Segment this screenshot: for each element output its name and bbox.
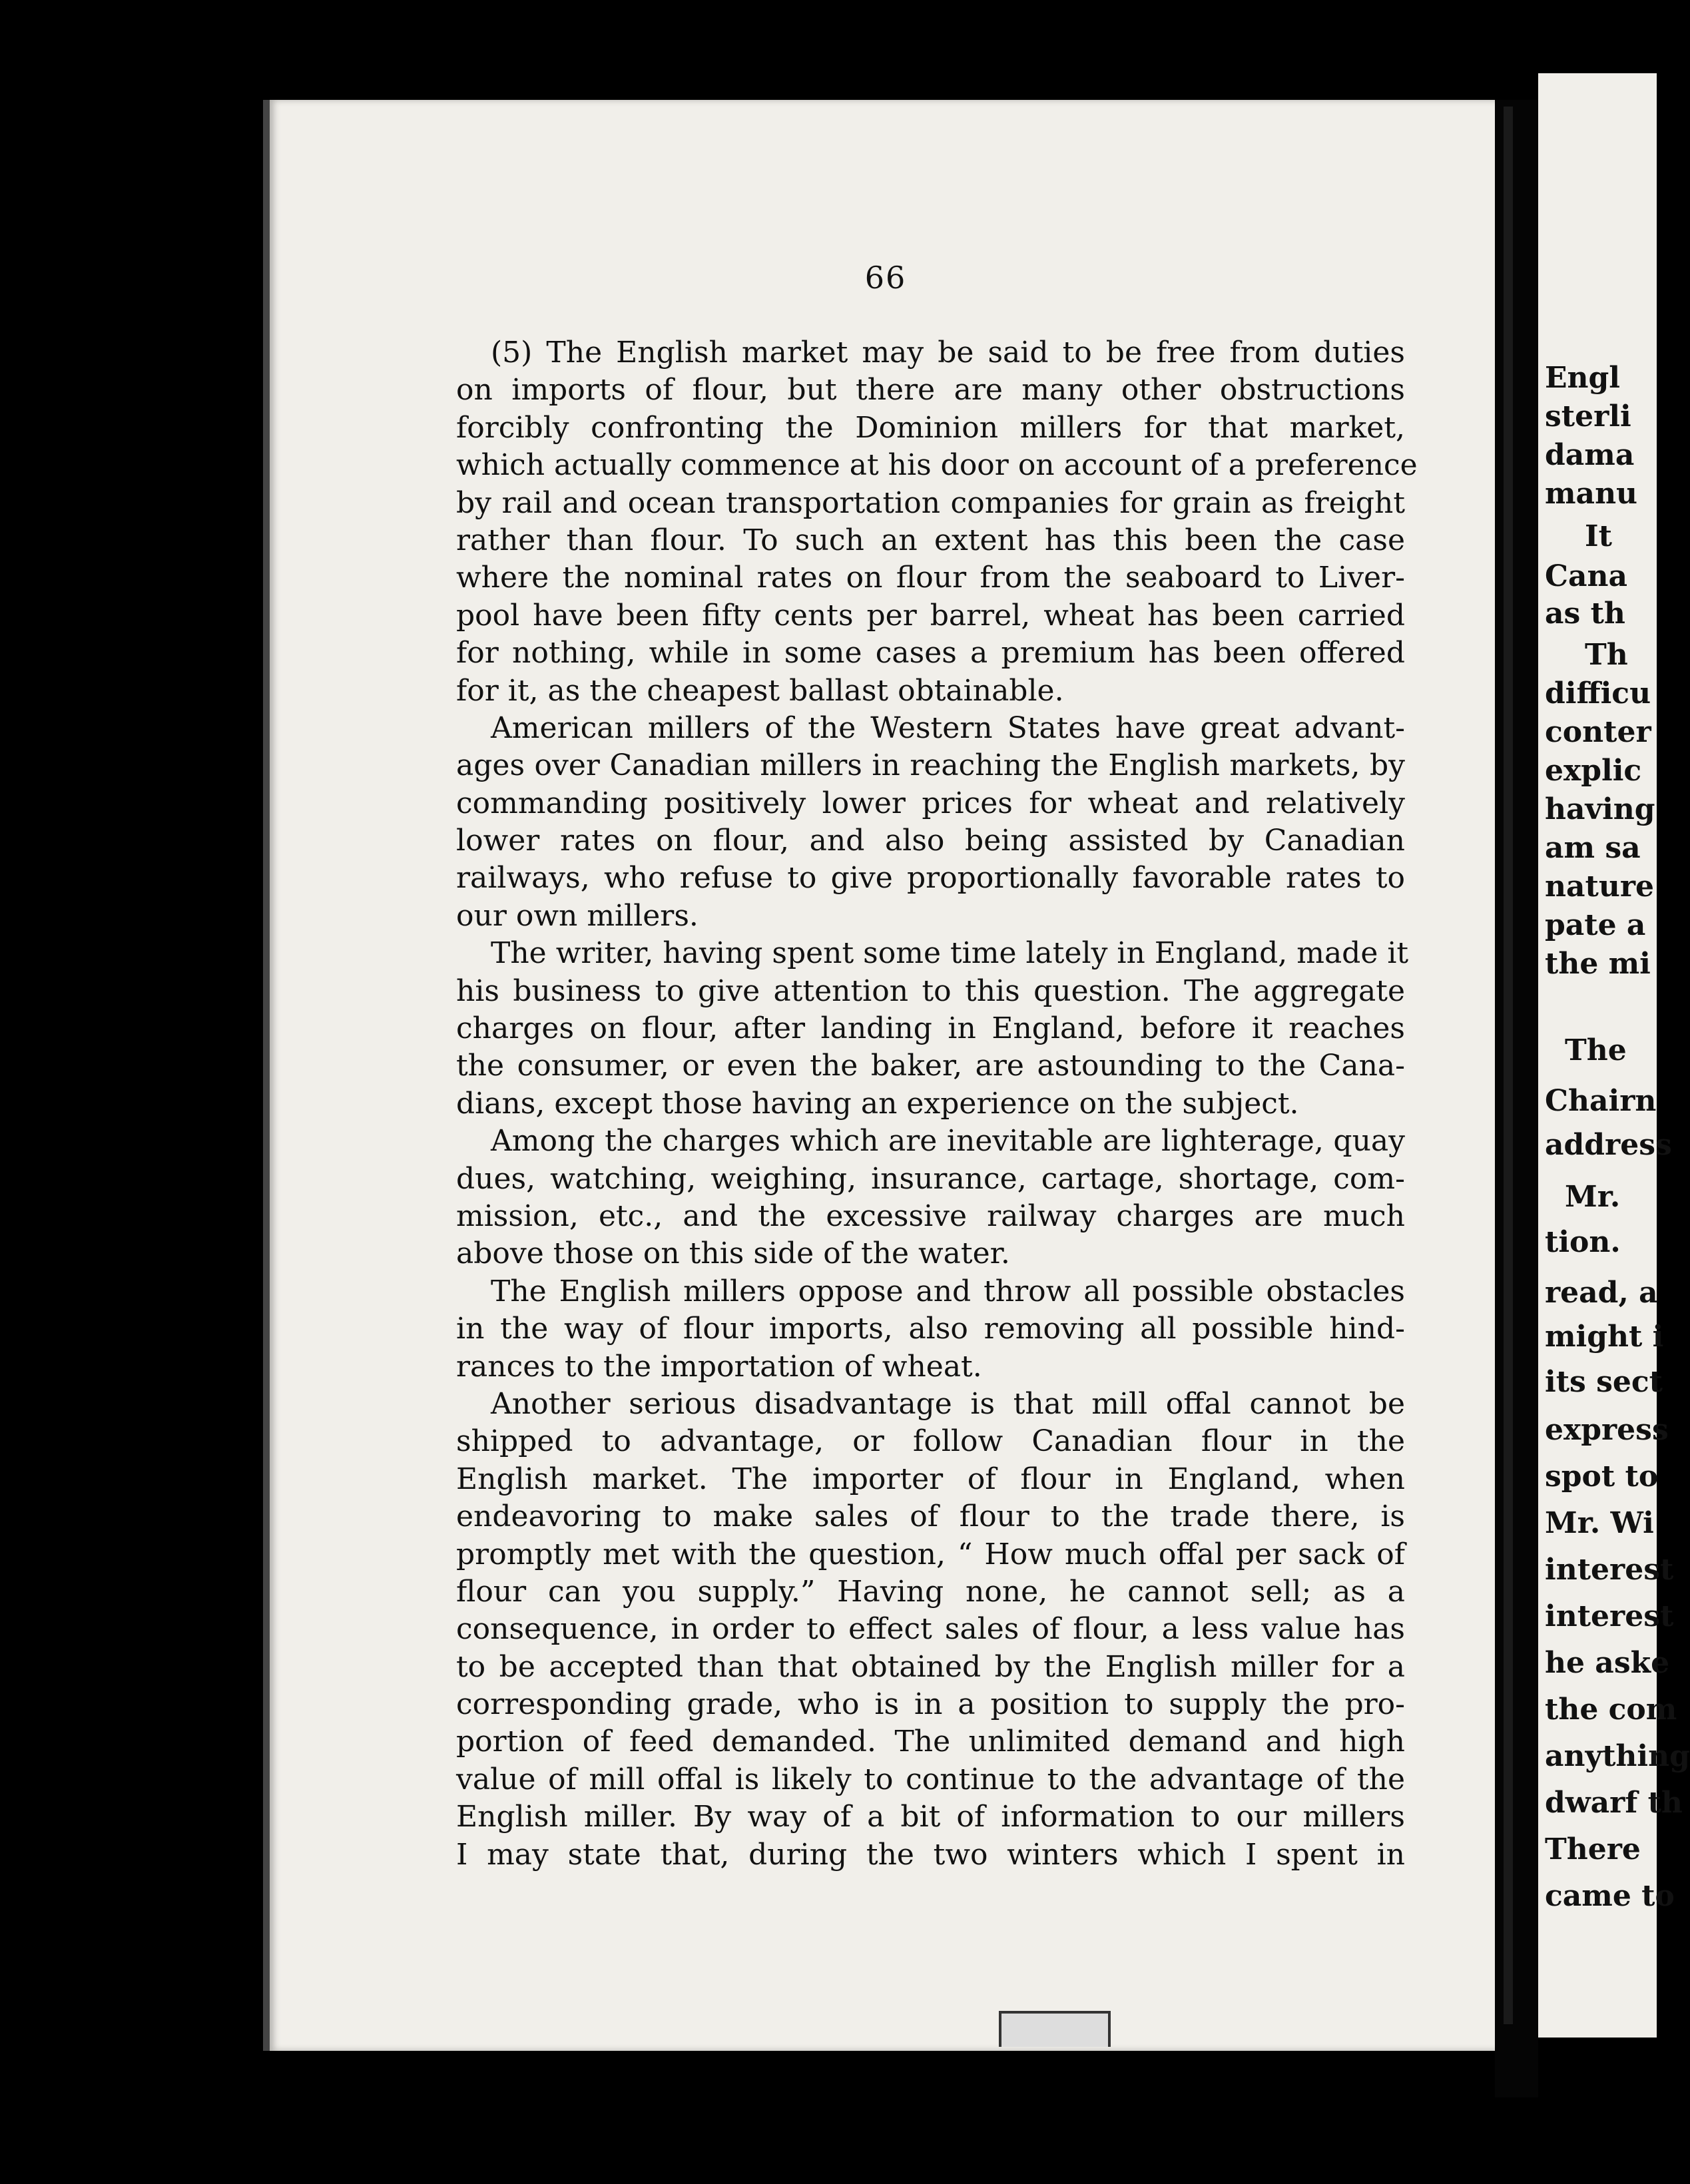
text-line: promptly met with the question, “ How much offal per sack of [456, 1537, 1405, 1571]
text-line: American millers of the Western States have great advant- [491, 710, 1405, 745]
right-page-text-fragment: manu [1545, 477, 1638, 511]
text-line: The English millers oppose and throw all possible obstacles [491, 1274, 1405, 1308]
text-line: for it, as the cheapest ballast obtainable. [456, 673, 1064, 708]
right-page-text-fragment: conter [1545, 715, 1651, 749]
page-number: 66 [864, 260, 907, 296]
right-page-text-fragment: nature [1545, 870, 1654, 904]
text-line: charges on flour, after landing in England, before it reaches [456, 1011, 1405, 1046]
text-line: Among the charges which are inevitable are lighterage, quay [491, 1124, 1405, 1159]
right-page-text-fragment: the mi [1545, 947, 1651, 981]
right-page-text-fragment: Engl [1545, 361, 1621, 395]
right-page-text-fragment: It [1585, 519, 1612, 553]
right-page-text-fragment: its sect [1545, 1365, 1663, 1399]
text-line: portion of feed demanded. The unlimited demand and high [456, 1725, 1405, 1759]
text-line: dians, except those having an experience on the subject. [456, 1086, 1299, 1121]
text-line: (5) The English market may be said to be free from duties [491, 336, 1405, 370]
text-line: pool have been fifty cents per barrel, wheat has been carried [456, 598, 1405, 633]
text-line: for nothing, while in some cases a premium has been offered [456, 636, 1405, 671]
text-line: to be accepted than that obtained by the English miller for a [456, 1649, 1405, 1684]
right-page-text-fragment: spot to [1545, 1460, 1659, 1494]
right-page-text-fragment: came to [1545, 1879, 1675, 1913]
right-page-text-fragment: difficu [1545, 677, 1651, 710]
right-page-text-fragment: interest [1545, 1553, 1674, 1587]
text-line: his business to give attention to this question. The aggregate [456, 973, 1405, 1008]
body-text [456, 334, 1418, 1874]
text-line: rances to the importation of wheat. [456, 1349, 982, 1384]
right-page-text-fragment: interest [1545, 1599, 1674, 1633]
text-line: mission, etc., and the excessive railway charges are much [456, 1199, 1405, 1233]
right-page-text-fragment: might i [1545, 1320, 1664, 1354]
right-page-text-fragment: Th [1585, 638, 1628, 672]
text-line: shipped to advantage, or follow Canadian flour in the [456, 1424, 1405, 1459]
right-page-text-fragment: dwarf th [1545, 1786, 1683, 1820]
text-line: where the nominal rates on flour from the seaboard to Liver- [456, 561, 1405, 595]
right-page-text-fragment: The [1565, 1033, 1627, 1067]
text-line: consequence, in order to effect sales of flour, a less value has [456, 1612, 1405, 1647]
right-page-text-fragment: explic [1545, 754, 1642, 788]
text-line: on imports of flour, but there are many other obstructions [456, 373, 1405, 408]
text-line: flour can you supply.” Having none, he cannot sell; as a [456, 1574, 1405, 1609]
right-page-text-fragment: pate a [1545, 908, 1646, 942]
text-line: The writer, having spent some time lately in England, made it [491, 936, 1409, 971]
text-line: commanding positively lower prices for wheat and relatively [456, 786, 1405, 820]
text-line: endeavoring to make sales of flour to the trade there, is [456, 1500, 1405, 1534]
text-line: forcibly confronting the Dominion millers for that market, [456, 410, 1405, 445]
text-line: the consumer, or even the baker, are astounding to the Cana- [456, 1049, 1405, 1083]
book-gutter [1495, 100, 1538, 2097]
left-page [263, 100, 1502, 2051]
right-page-text-fragment: sterli [1545, 400, 1631, 433]
right-page-text-fragment: dama [1545, 438, 1635, 472]
right-page-text-fragment: address [1545, 1128, 1672, 1162]
right-page-text-fragment: Cana [1545, 559, 1628, 593]
right-page-text-fragment: Chairn [1545, 1084, 1657, 1118]
right-page-text-fragment: tion. [1545, 1225, 1621, 1259]
text-line: I may state that, during the two winters which I spent in [456, 1837, 1405, 1872]
right-page-text-fragment: express [1545, 1413, 1669, 1447]
text-line: our own millers. [456, 898, 699, 933]
text-line: by rail and ocean transportation companies for grain as freight [456, 485, 1405, 520]
text-line: ages over Canadian millers in reaching the English markets, by [456, 748, 1405, 783]
text-line: English market. The importer of flour in England, when [456, 1462, 1405, 1496]
right-page-text-fragment: he aske [1545, 1646, 1670, 1680]
right-page-text-fragment: Mr. Wi [1545, 1506, 1654, 1540]
right-page-text-fragment: as th [1545, 597, 1625, 631]
text-line: value of mill offal is likely to continue to the advantage of the [456, 1762, 1405, 1796]
text-line: corresponding grade, who is in a position to supply the pro- [456, 1687, 1405, 1722]
right-page-text-fragment: There [1545, 1832, 1641, 1866]
right-page-text-fragment: the com [1545, 1693, 1677, 1727]
text-line: dues, watching, weighing, insurance, cartage, shortage, com- [456, 1161, 1405, 1196]
right-page-text-fragment: Mr. [1565, 1180, 1621, 1214]
library-stamp [999, 2011, 1111, 2047]
text-line: in the way of flour imports, also removing all possible hind- [456, 1312, 1405, 1346]
text-line: English miller. By way of a bit of information to our millers [456, 1800, 1405, 1834]
right-page-fragment [1538, 73, 1690, 2038]
text-line: lower rates on flour, and also being assisted by Canadian [456, 824, 1405, 858]
text-line: Another serious disadvantage is that mill offal cannot be [491, 1386, 1405, 1421]
right-page-text-fragment: am sa [1545, 831, 1641, 865]
text-line: above those on this side of the water. [456, 1236, 1010, 1271]
right-page-text-fragment: read, a [1545, 1276, 1658, 1310]
text-line: railways, who refuse to give proportionally favorable rates to [456, 861, 1405, 896]
text-line: rather than flour. To such an extent has this been the case [456, 523, 1405, 557]
gutter-rule [1504, 107, 1513, 2024]
text-line: which actually commence at his door on account of a preference [456, 448, 1418, 483]
right-page-text-fragment: anything [1545, 1739, 1690, 1773]
right-page-text-fragment: having [1545, 792, 1655, 826]
